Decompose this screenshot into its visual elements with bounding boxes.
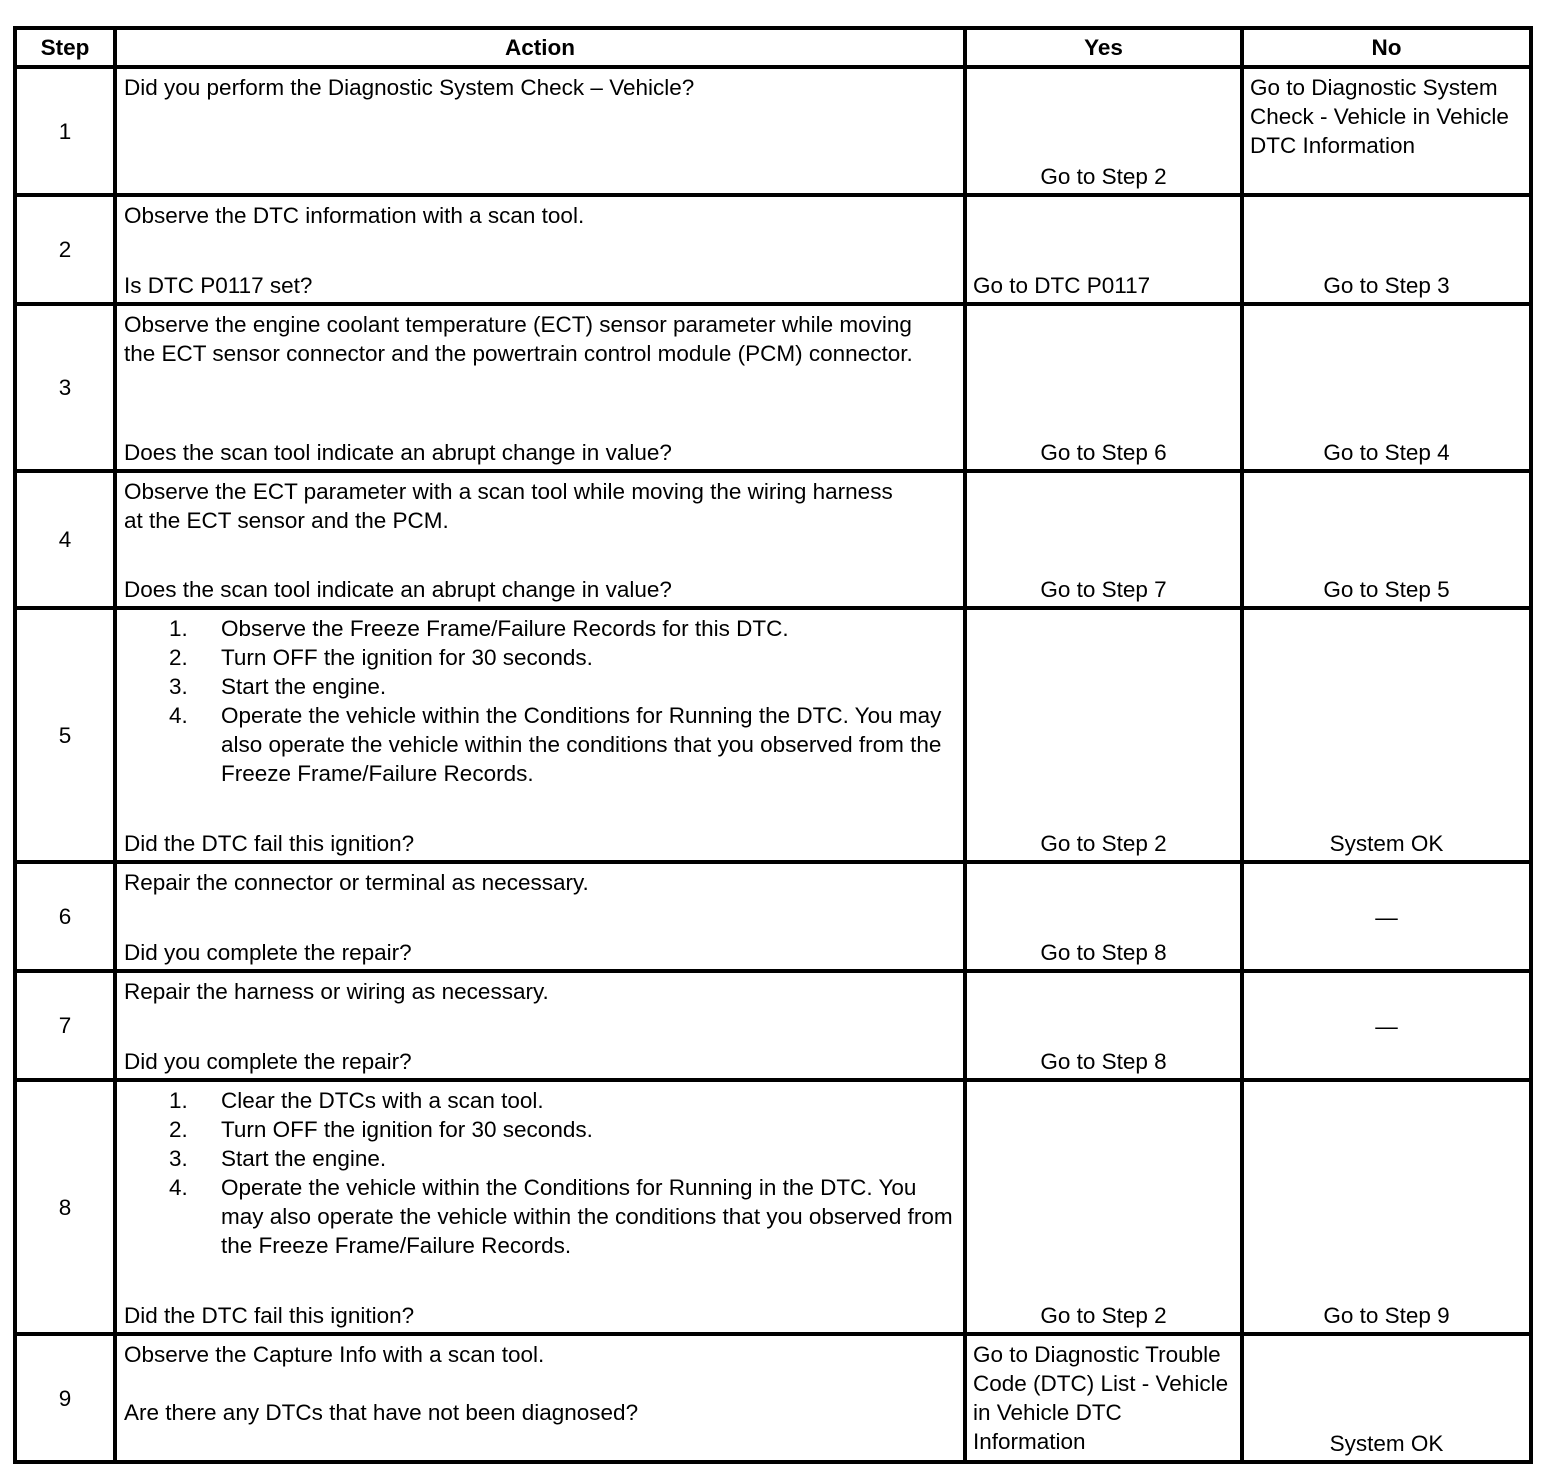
list-item: 2. Turn OFF the ignition for 30 seconds. (169, 1117, 593, 1142)
action-cell (115, 608, 965, 862)
yes-answer: Go to Step 2 (1040, 1303, 1167, 1328)
action-question: Are there any DTCs that have not been diagnosed? (124, 1400, 639, 1425)
action-steps-list (124, 1086, 957, 1260)
action-cell (115, 971, 965, 1080)
yes-answer: Go to Diagnostic Trouble Code (DTC) List - Vehicle in Vehicle DTC Information (973, 1342, 1229, 1454)
action-cell (115, 195, 965, 304)
action-steps-list (124, 614, 957, 788)
action-question: Did you complete the repair? (124, 1049, 412, 1074)
list-item: 4. Operate the vehicle within the Conditions for Running the DTC. You may also operate the vehicle within the conditions that you observed from the Freeze Frame/Failure Records. (169, 703, 942, 786)
action-text: Repair the connector or terminal as necessary. (124, 870, 589, 895)
action-cell (115, 1334, 965, 1462)
table-row (15, 862, 1531, 971)
action-cell (115, 862, 965, 971)
step-number: 2 (15, 195, 115, 304)
step-number: 8 (15, 1080, 115, 1334)
no-cell (1242, 971, 1531, 1080)
no-cell (1242, 471, 1531, 608)
list-item: 2. Turn OFF the ignition for 30 seconds. (169, 645, 593, 670)
action-question: Is DTC P0117 set? (124, 273, 313, 298)
yes-cell (965, 195, 1242, 304)
no-answer: Go to Step 4 (1323, 440, 1450, 465)
no-cell (1242, 862, 1531, 971)
list-item: 3. Start the engine. (169, 674, 387, 699)
no-cell (1242, 1080, 1531, 1334)
action-cell (115, 471, 965, 608)
list-item: 3. Start the engine. (169, 1146, 387, 1171)
action-text: Observe the ECT parameter with a scan tool while moving the wiring harness at the ECT sensor and the PCM. (124, 479, 893, 533)
list-item: 1. Observe the Freeze Frame/Failure Records for this DTC. (169, 616, 789, 641)
no-answer: System OK (1329, 831, 1444, 856)
yes-answer: Go to Step 2 (1040, 831, 1167, 856)
yes-cell (965, 862, 1242, 971)
table-row (15, 1080, 1531, 1334)
yes-answer: Go to Step 2 (1040, 164, 1167, 189)
table-row (15, 1334, 1531, 1462)
yes-answer: Go to Step 8 (1040, 1049, 1167, 1074)
no-answer: Go to Diagnostic System Check - Vehicle in Vehicle DTC Information (1250, 75, 1509, 158)
yes-answer: Go to Step 6 (1040, 440, 1167, 465)
no-cell (1242, 1334, 1531, 1462)
yes-cell (965, 471, 1242, 608)
action-question: Did you complete the repair? (124, 940, 412, 965)
no-answer: Go to Step 5 (1323, 577, 1450, 602)
header-step: Step (15, 28, 115, 67)
no-answer: — (1375, 1014, 1398, 1039)
table-row (15, 471, 1531, 608)
no-cell (1242, 304, 1531, 471)
no-cell (1242, 195, 1531, 304)
step-number: 6 (15, 862, 115, 971)
action-question: Did the DTC fail this ignition? (124, 1303, 415, 1328)
no-answer: — (1375, 905, 1398, 930)
step-number: 7 (15, 971, 115, 1080)
no-cell (1242, 67, 1531, 195)
yes-cell (965, 971, 1242, 1080)
action-cell (115, 67, 965, 195)
header-action: Action (115, 28, 965, 67)
header-no: No (1242, 28, 1531, 67)
table-row (15, 304, 1531, 471)
action-cell (115, 304, 965, 471)
header-yes: Yes (965, 28, 1242, 67)
action-text: Observe the engine coolant temperature (ECT) sensor parameter while moving the ECT sensor connector and the powertrain control module (PCM) connector. (124, 312, 913, 366)
step-number: 4 (15, 471, 115, 608)
action-question: Does the scan tool indicate an abrupt change in value? (124, 577, 672, 602)
list-item: 4. Operate the vehicle within the Conditions for Running in the DTC. You may also operate the vehicle within the conditions that you observed from the Freeze Frame/Failure Records. (169, 1175, 953, 1258)
action-cell (115, 1080, 965, 1334)
yes-cell (965, 304, 1242, 471)
action-text: Observe the DTC information with a scan tool. (124, 203, 585, 228)
list-item: 1. Clear the DTCs with a scan tool. (169, 1088, 544, 1113)
diagnostic-table (13, 26, 1533, 1464)
action-text: Repair the harness or wiring as necessary. (124, 979, 549, 1004)
no-cell (1242, 608, 1531, 862)
yes-cell (965, 67, 1242, 195)
step-number: 1 (15, 67, 115, 195)
action-question: Does the scan tool indicate an abrupt change in value? (124, 440, 672, 465)
action-question: Did the DTC fail this ignition? (124, 831, 415, 856)
step-number: 3 (15, 304, 115, 471)
table-header-row (15, 28, 1531, 67)
no-answer: System OK (1329, 1431, 1444, 1456)
table-row (15, 67, 1531, 195)
yes-cell (965, 1334, 1242, 1462)
action-text: Observe the Capture Info with a scan tool. (124, 1342, 545, 1367)
action-text: Did you perform the Diagnostic System Check – Vehicle? (124, 75, 695, 100)
no-answer: Go to Step 3 (1323, 273, 1450, 298)
yes-answer: Go to Step 7 (1040, 577, 1167, 602)
no-answer: Go to Step 9 (1323, 1303, 1450, 1328)
step-number: 9 (15, 1334, 115, 1462)
yes-cell (965, 608, 1242, 862)
table-row (15, 195, 1531, 304)
step-number: 5 (15, 608, 115, 862)
table-row (15, 971, 1531, 1080)
yes-answer: Go to Step 8 (1040, 940, 1167, 965)
table-row (15, 608, 1531, 862)
yes-cell (965, 1080, 1242, 1334)
yes-answer: Go to DTC P0117 (973, 273, 1151, 298)
